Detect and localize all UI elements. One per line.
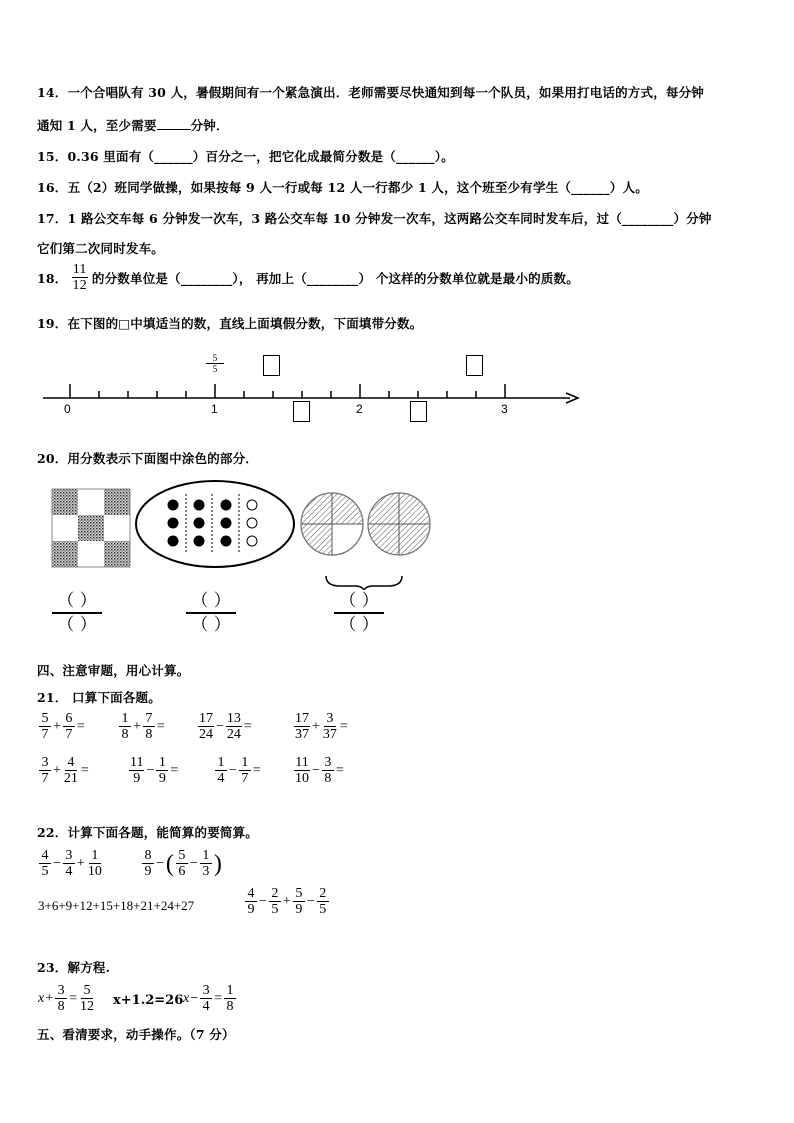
denominator: 5	[212, 364, 218, 374]
calc-expr-1: $\frac{4}{5}$ − $\frac{3}{4}$ + $\frac{1}{10}$	[38, 848, 104, 879]
question-14-line2	[37, 116, 229, 134]
oral-calc-1: $\frac{5}{7}$ + $\frac{6}{7}$ =	[38, 711, 86, 742]
shaded-figures	[0, 480, 794, 590]
number-line	[0, 340, 794, 430]
ellipse-dots	[136, 481, 294, 567]
equation-1: x + $\frac{3}{8}$ = $\frac{5}{12}$	[38, 983, 95, 1014]
fraction-11-12	[72, 262, 88, 293]
question-18-text: 的分数单位是（________）， 再加上（________） 个这样的分数单位就是最小的质数。	[91, 270, 579, 286]
answer-fraction-1[interactable]	[52, 590, 102, 636]
question-14-line1: 14．一个合唱队有 30 人，暑假期间有一个紧急演出．老师需要尽快通知到每一个队员，如果用打电话的方式，每分钟	[37, 85, 704, 100]
question-14-text: 通知 1 人，至少需要	[37, 118, 157, 133]
label-fraction-5-5	[206, 353, 224, 374]
denominator-paren: （ ）	[191, 615, 231, 635]
numerator: 5	[206, 353, 224, 364]
section-5-heading: 五、看清要求，动手操作。（7 分）	[37, 1027, 235, 1042]
oral-calc-6: $\frac{11}{9}$ − $\frac{1}{9}$ =	[130, 755, 179, 786]
calc-expr-2: $\frac{8}{9}$ − ( $\frac{5}{6}$ − $\frac{1}{3}$ )	[141, 848, 223, 879]
section-4-heading: 四、注意审题，用心计算。	[37, 663, 190, 678]
question-14-unit: 分钟．	[190, 118, 229, 133]
oral-calc-2: $\frac{1}{8}$ + $\frac{7}{8}$ =	[118, 711, 166, 742]
question-21: 21． 口算下面各题。	[37, 690, 161, 705]
question-15: 15．0.36 里面有（______）百分之一，把它化成最简分数是（______）。	[37, 149, 454, 164]
tick-label-2: 2	[356, 402, 363, 416]
question-17-line1: 17．1 路公交车每 6 分钟发一次车，3 路公交车每 10 分钟发一次车，这两路公交车同时发车后，过（________）分钟	[37, 211, 712, 226]
answer-box-below-1[interactable]	[293, 401, 310, 422]
numerator-paren: （ ）	[186, 590, 236, 614]
checkered-square	[52, 489, 130, 567]
question-23: 23．解方程.	[37, 960, 111, 975]
denominator: 12	[72, 278, 87, 293]
question-16: 16．五（2）班同学做操，如果按每 9 人一行或每 12 人一行都少 1 人，这个班至少有学生（______）人。	[37, 180, 648, 195]
question-22: 22．计算下面各题，能简算的要简算。	[37, 825, 258, 840]
answer-box-below-2[interactable]	[410, 401, 427, 422]
equation-2: x+1.2=26	[113, 993, 184, 1008]
question-20: 20．用分数表示下面图中涂色的部分．	[37, 451, 258, 466]
numerator: 11	[72, 262, 87, 277]
calc-expr-3: 3+6+9+12+15+18+21+24+27	[38, 898, 195, 913]
answer-blank[interactable]	[157, 118, 191, 130]
answer-fraction-3[interactable]	[334, 590, 384, 636]
calc-expr-4: $\frac{4}{9}$ − $\frac{2}{5}$ + $\frac{5}{9}$ − $\frac{2}{5}$	[244, 886, 330, 917]
tick-label-0: 0	[64, 402, 71, 416]
question-17-line2: 它们第二次同时发车。	[37, 241, 165, 256]
question-18-number: 18．	[37, 270, 68, 286]
tick-label-3: 3	[501, 402, 508, 416]
numerator-paren: （ ）	[334, 590, 384, 614]
numerator-paren: （ ）	[52, 590, 102, 614]
quartered-circles	[301, 493, 430, 555]
denominator-paren: （ ）	[57, 615, 97, 635]
equation-3: x − $\frac{3}{4}$ = $\frac{1}{8}$	[183, 983, 237, 1014]
oral-calc-5: $\frac{3}{7}$ + $\frac{4}{21}$ =	[38, 755, 90, 786]
question-19: 19．在下图的□中填适当的数，直线上面填假分数，下面填带分数。	[37, 316, 423, 331]
oral-calc-3: $\frac{17}{24}$ − $\frac{13}{24}$ =	[199, 711, 252, 742]
brace	[326, 576, 402, 590]
answer-box-above-1[interactable]	[263, 355, 280, 376]
oral-calc-4: $\frac{17}{37}$ + $\frac{3}{37}$ =	[295, 711, 348, 742]
denominator-paren: （ ）	[339, 615, 379, 635]
oral-calc-7: $\frac{1}{4}$ − $\frac{1}{7}$ =	[214, 755, 262, 786]
answer-box-above-2[interactable]	[466, 355, 483, 376]
answer-fraction-2[interactable]	[186, 590, 236, 636]
oral-calc-8: $\frac{11}{10}$ − $\frac{3}{8}$ =	[295, 755, 344, 786]
tick-label-1: 1	[211, 402, 218, 416]
question-18	[37, 262, 579, 293]
